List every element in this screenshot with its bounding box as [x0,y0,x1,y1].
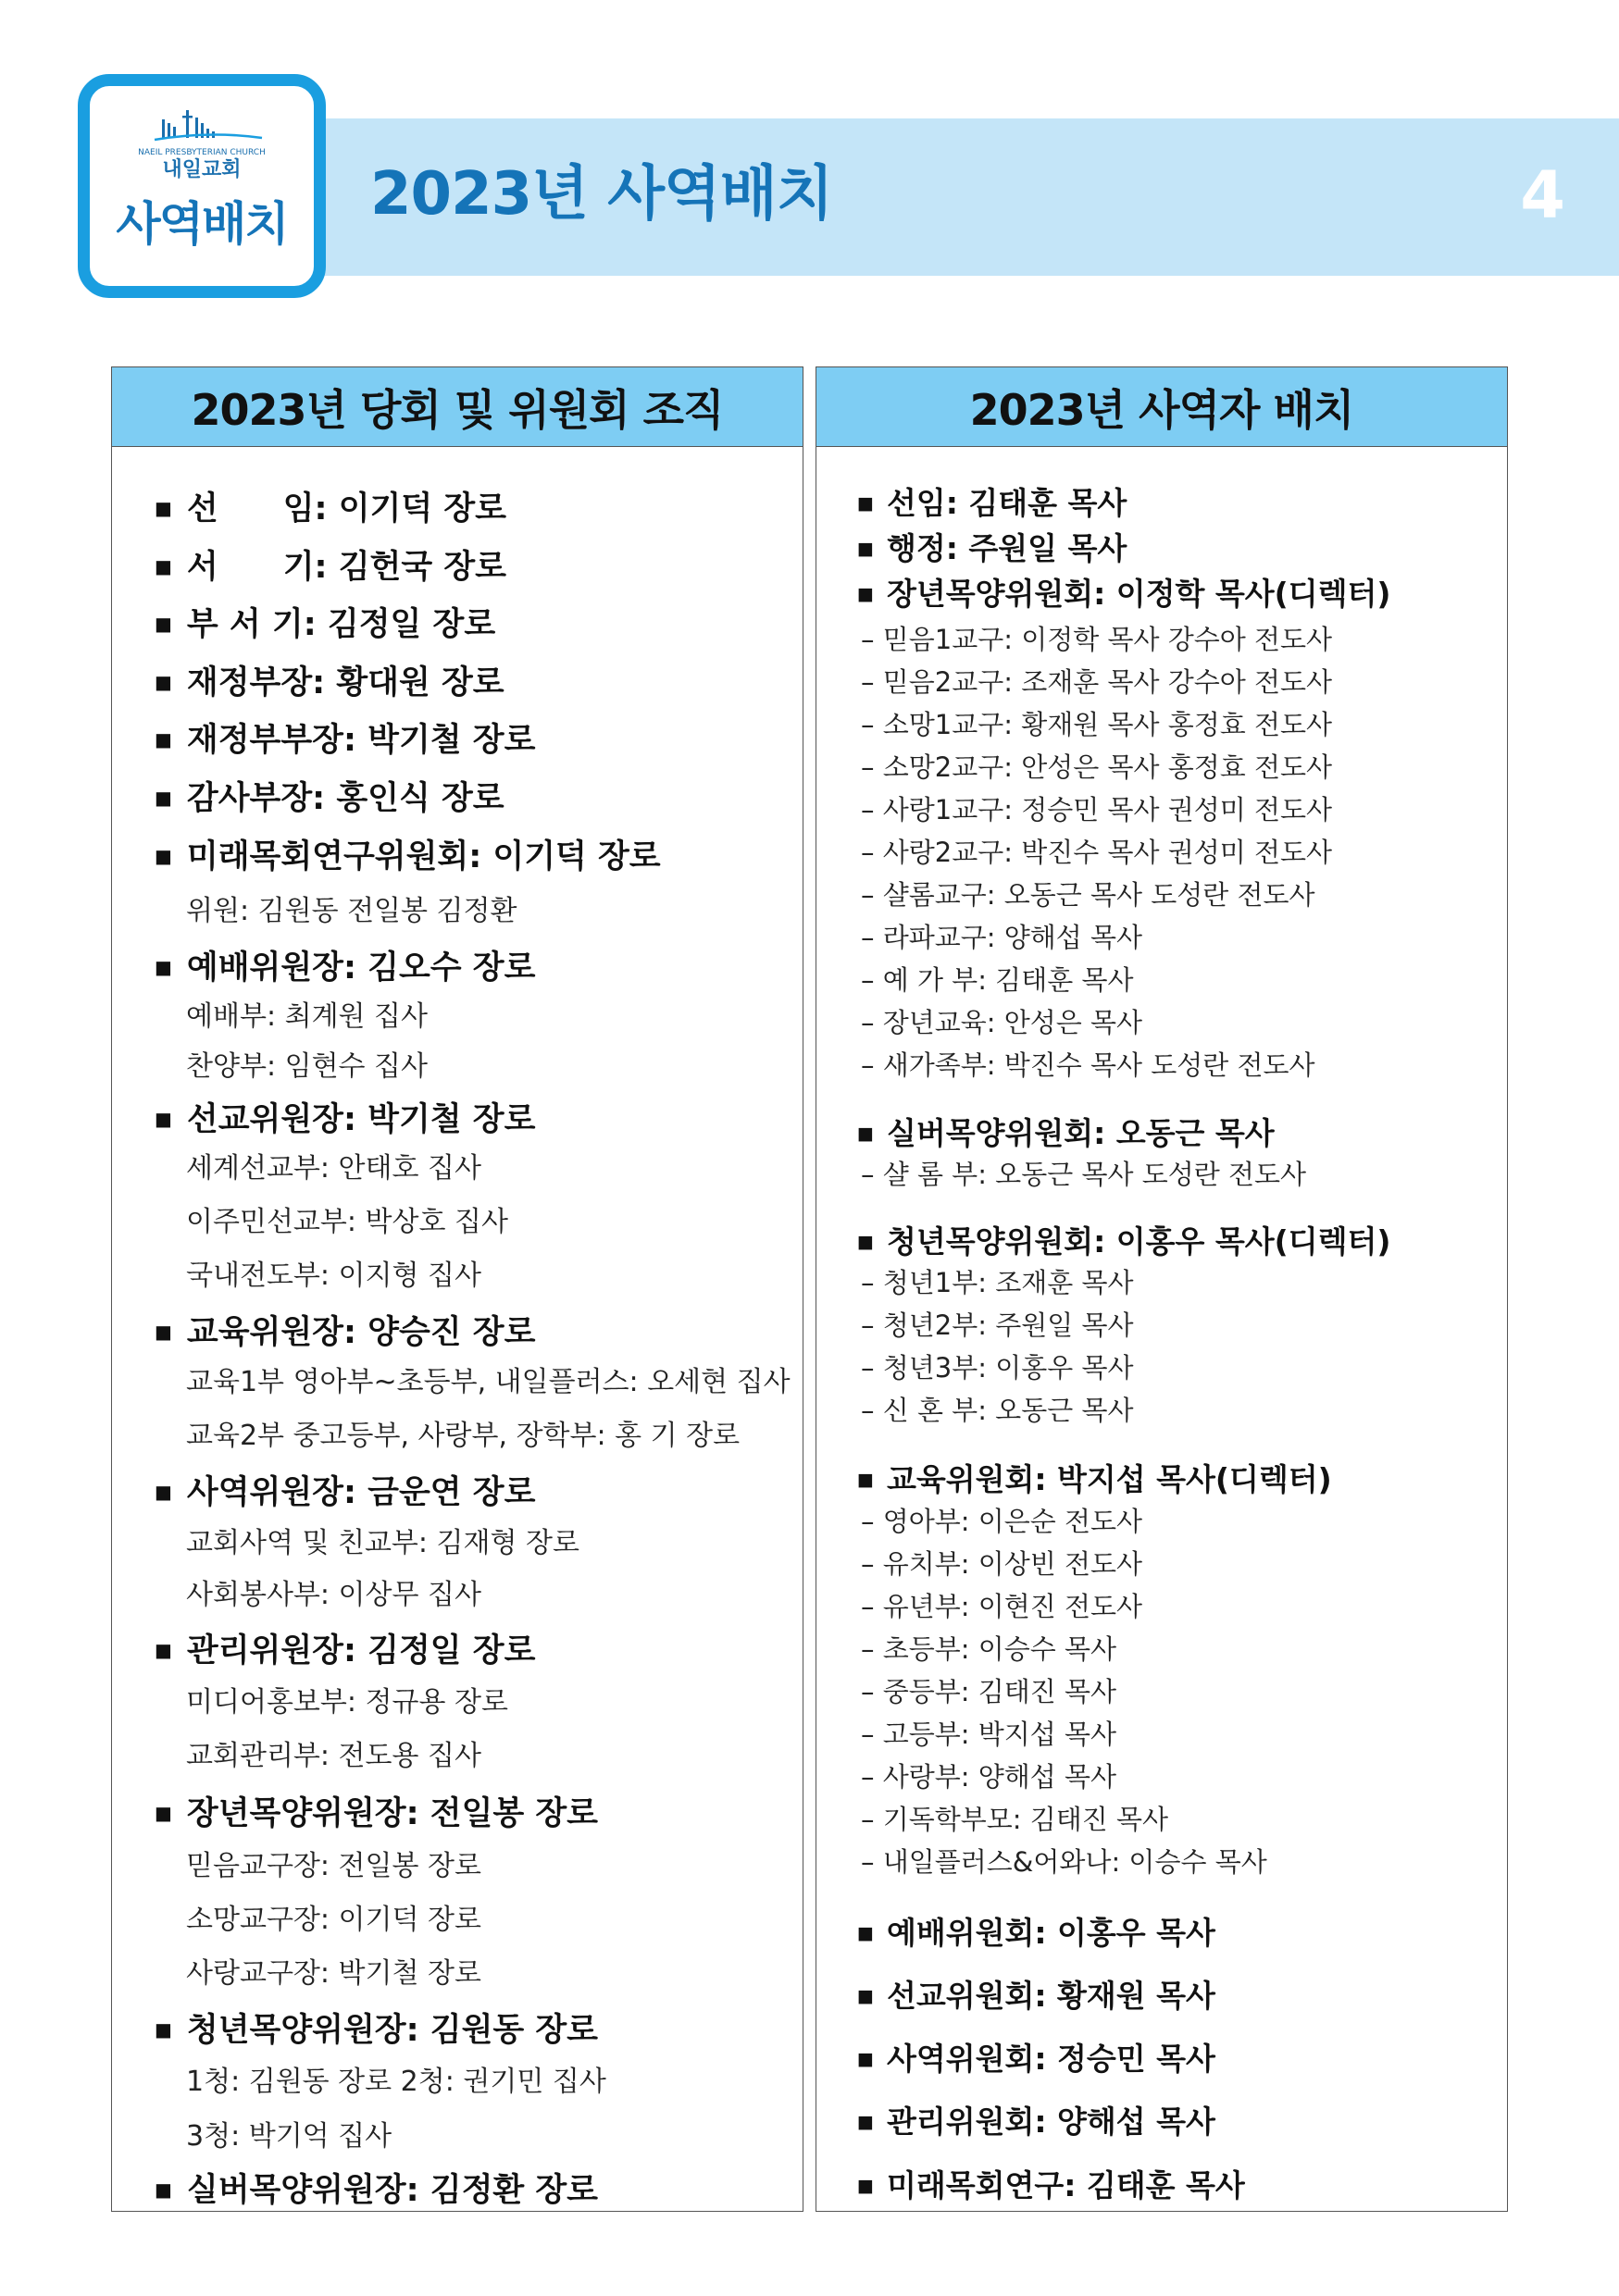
minister-assignment-heading: 2023년 사역자 배치 [816,367,1507,447]
sub-item: – 초등부: 이승수 목사 [861,1633,1117,1665]
sub-item: – 고등부: 박지섭 목사 [861,1719,1117,1750]
minister-assignment-panel [816,366,1508,2212]
sub-item: – 장년교육: 안성은 목사 [861,1007,1143,1038]
sub-item: – 새가족부: 박진수 목사 도성란 전도사 [861,1049,1315,1081]
sub-item: – 믿음1교구: 이정학 목사 강수아 전도사 [861,624,1333,655]
sub-item: – 중등부: 김태진 목사 [861,1676,1117,1707]
sub-item: – 청년3부: 이홍우 목사 [861,1352,1134,1384]
section-heading-item: ■ 관리위원장: 김정일 장로 [155,1635,535,1668]
section-heading-item: ■ 선임: 김태훈 목사 [857,488,1127,518]
section-heading-item: ■ 교육위원장: 양승진 장로 [155,1317,535,1349]
sub-item: – 소망2교구: 안성은 목사 홍정효 전도사 [861,751,1333,783]
sub-item: – 청년2부: 주원일 목사 [861,1309,1134,1341]
council-committee-panel [111,366,803,2212]
sub-item: – 사랑1교구: 정승민 목사 권성미 전도사 [861,794,1333,825]
section-heading-item: ■ 선교위원장: 박기철 장로 [155,1104,535,1136]
page-title: 2023년 사역배치 [370,160,833,229]
section-heading-item: ■ 청년목양위원회: 이홍우 목사(디렉터) [857,1226,1390,1257]
sub-item: 미디어홍보부: 정규용 장로 [186,1686,508,1719]
sub-item: 예배부: 최계원 집사 [186,1000,429,1033]
sub-item: – 영아부: 이은순 전도사 [861,1506,1143,1537]
sub-item: – 신 혼 부: 오동근 목사 [861,1395,1134,1426]
sub-item: 사랑교구장: 박기철 장로 [186,1957,481,1990]
sub-item: – 라파교구: 양해섭 목사 [861,922,1143,953]
logo-title: 사역배치 [116,197,288,251]
sub-item: 믿음교구장: 전일봉 장로 [186,1850,481,1882]
sub-item: 교육2부 중고등부, 사랑부, 장학부: 홍 기 장로 [186,1420,741,1452]
sub-item: 찬양부: 임현수 집사 [186,1050,429,1083]
sub-item: – 믿음2교구: 조재훈 목사 강수아 전도사 [861,666,1333,698]
section-heading-item: ■ 감사부장: 홍인식 장로 [155,783,504,815]
logo-church-name: 내일교회 [162,158,242,181]
section-heading-item: ■ 예배위원회: 이홍우 목사 [857,1917,1215,1948]
section-heading-item: ■ 선 임: 이기덕 장로 [155,493,506,526]
sub-item: – 샬 롬 부: 오동근 목사 도성란 전도사 [861,1159,1306,1190]
section-heading-item: ■ 관리위원회: 양해섭 목사 [857,2106,1215,2137]
sub-item: – 유치부: 이상빈 전도사 [861,1548,1143,1580]
page-number: 4 [1520,157,1565,233]
section-heading-item: ■ 실버목양위원장: 김정환 장로 [155,2175,598,2207]
sub-item: 위원: 김원동 전일봉 김정환 [186,895,517,927]
council-committee-heading: 2023년 당회 및 위원회 조직 [112,367,803,447]
sub-item: 1청: 김원동 장로 2청: 권기민 집사 [186,2066,606,2098]
sub-item: 교육1부 영아부~초등부, 내일플러스: 오세현 집사 [186,1366,791,1398]
section-heading-item: ■ 재정부부장: 박기철 장로 [155,725,535,757]
sub-item: – 샬롬교구: 오동근 목사 도성란 전도사 [861,879,1315,911]
sub-item: 소망교구장: 이기덕 장로 [186,1904,481,1936]
section-heading-item: ■ 실버목양위원회: 오동근 목사 [857,1118,1275,1148]
section-heading-item: ■ 교육위원회: 박지섭 목사(디렉터) [857,1464,1332,1495]
section-heading-item: ■ 선교위원회: 황재원 목사 [857,1980,1215,2011]
sub-item: – 기독학부모: 김태진 목사 [861,1804,1169,1835]
section-heading-item: ■ 재정부장: 황대원 장로 [155,667,504,700]
section-heading-item: ■ 사역위원장: 금운연 장로 [155,1477,535,1509]
sub-item: 교회사역 및 친교부: 김재형 장로 [186,1527,579,1559]
section-heading-item: ■ 장년목양위원회: 이정학 목사(디렉터) [857,578,1390,609]
sub-item: 사회봉사부: 이상무 집사 [186,1579,481,1611]
church-logo-icon [153,106,264,143]
logo-subtext: NAEIL PRESBYTERIAN CHURCH [138,148,266,157]
sub-item: 3청: 박기억 집사 [186,2120,392,2153]
sub-item: 세계선교부: 안태호 집사 [186,1152,481,1185]
sub-item: – 내일플러스&어와나: 이승수 목사 [861,1846,1267,1878]
sub-item: – 유년부: 이현진 전도사 [861,1591,1143,1622]
logo-badge [78,74,326,298]
sub-item: – 예 가 부: 김태훈 목사 [861,964,1134,996]
section-heading-item: ■ 행정: 주원일 목사 [857,533,1127,564]
section-heading-item: ■ 장년목양위원장: 전일봉 장로 [155,1798,598,1831]
section-heading-item: ■ 부 서 기: 김정일 장로 [155,609,495,641]
sub-item: – 소망1교구: 황재원 목사 홍정효 전도사 [861,709,1333,740]
sub-item: – 사랑부: 양해섭 목사 [861,1761,1117,1793]
sub-item: – 청년1부: 조재훈 목사 [861,1267,1134,1298]
section-heading-item: ■ 청년목양위원장: 김원동 장로 [155,2015,598,2047]
sub-item: 이주민선교부: 박상호 집사 [186,1206,508,1238]
section-heading-item: ■ 예배위원장: 김오수 장로 [155,952,535,985]
section-heading-item: ■ 미래목회연구위원회: 이기덕 장로 [155,841,661,874]
section-heading-item: ■ 서 기: 김헌국 장로 [155,552,506,584]
section-heading-item: ■ 미래목회연구: 김태훈 목사 [857,2170,1245,2201]
sub-item: – 사랑2교구: 박진수 목사 권성미 전도사 [861,837,1333,868]
sub-item: 국내전도부: 이지형 집사 [186,1260,481,1292]
section-heading-item: ■ 사역위원회: 정승민 목사 [857,2043,1215,2074]
sub-item: 교회관리부: 전도용 집사 [186,1740,481,1772]
